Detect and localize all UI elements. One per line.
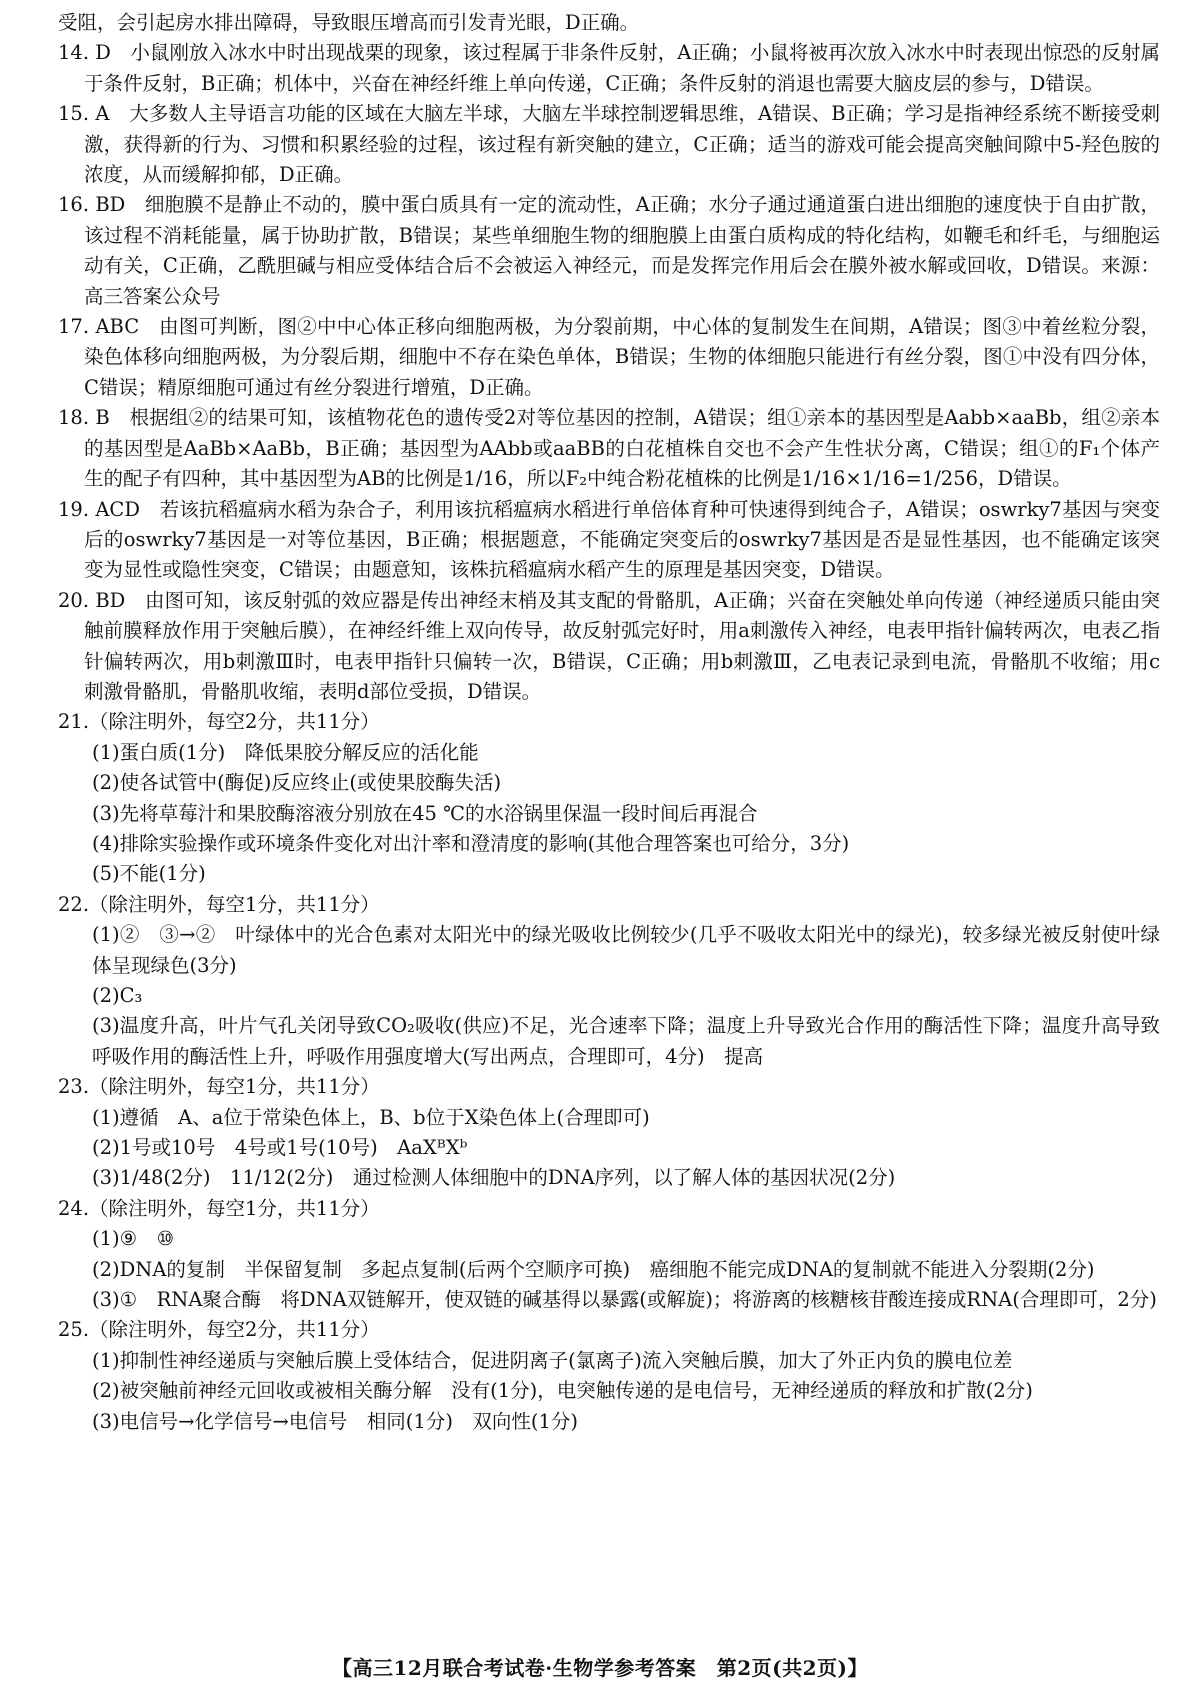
answer-content [58,8,1160,1437]
answer-paragraph: 17. ABC 由图可判断，图②中中心体正移向细胞两极，为分裂前期，中心体的复制发生在间期，A错误；图③中着丝粒分裂，染色体移向细胞两极，为分裂后期，细胞中不存在染色单体，B错误；生物的体细胞只能进行有丝分裂，图①中没有四分体，C错误；精原细胞可通过有丝分裂进行增殖，D正确。 [58,315,1160,399]
answer-sub-line: (2)使各试管中(酶促)反应终止(或使果胶酶失活) [92,771,502,795]
answer-paragraph: 15. A 大多数人主导语言功能的区域在大脑左半球，大脑左半球控制逻辑思维，A错误、B正确；学习是指神经系统不断接受刺激，获得新的行为、习惯和积累经验的过程，该过程有新突触的建立，C正确；适当的游戏可能会提高突触间隙中5-羟色胺的浓度，从而缓解抑郁，D正确。 [58,102,1160,187]
answer-sub-line: (3)1/48(2分) 11/12(2分) 通过检测人体细胞中的DNA序列，以了解人体的基因状况(2分) [92,1166,896,1190]
answer-paragraph: 24.（除注明外，每空1分，共11分） [58,1196,380,1220]
answer-sub-line: (2)被突触前神经元回收或被相关酶分解 没有(1分)，电突触传递的是电信号，无神经递质的释放和扩散(2分) [92,1379,1033,1403]
answer-paragraph: 20. BD 由图可知，该反射弧的效应器是传出神经末梢及其支配的骨骼肌，A正确；兴奋在突触处单向传递（神经递质只能由突触前膜释放作用于突触后膜），在神经纤维上双向传导，故反射弧完好时，用a刺激传入神经，电表甲指针偏转两次，电表乙指针偏转两次，用b刺激Ⅲ时，电表甲指针只偏转一次，B错误，C正确；用b刺激Ⅲ，乙电表记录到电流，骨骼肌不收缩；用c刺激骨骼肌，骨骼肌收缩，表明d部位受损，D错误。 [58,588,1160,703]
answer-paragraph: 受阻，会引起房水排出障碍，导致眼压增高而引发青光眼，D正确。 [58,11,640,34]
answer-paragraph: 22.（除注明外，每空1分，共11分） [58,892,380,916]
answer-paragraph: 25.（除注明外，每空2分，共11分） [58,1318,380,1342]
answer-sub-line: (1)⑨ ⑩ [92,1227,175,1251]
answer-sub-line: (2)1号或10号 4号或1号(10号) AaXᴮXᵇ [92,1136,468,1160]
answer-paragraph: 14. D 小鼠刚放入冰水中时出现战栗的现象，该过程属于非条件反射，A正确；小鼠将被再次放入冰水中时表现出惊恐的反射属于条件反射，B正确；机体中，兴奋在神经纤维上单向传递，C正确；条件反射的消退也需要大脑皮层的参与，D错误。 [58,41,1160,95]
answer-sub-line: (1)② ③→② 叶绿体中的光合色素对太阳光中的绿光吸收比例较少(几乎不吸收太阳光中的绿光)，较多绿光被反射使叶绿体呈现绿色(3分) [92,923,1160,977]
answer-sub-line: (2)DNA的复制 半保留复制 多起点复制(后两个空顺序可换) 癌细胞不能完成DNA的复制就不能进入分裂期(2分) [92,1257,1095,1281]
answer-sub-line: (3)先将草莓汁和果胶酶溶液分别放在45 ℃的水浴锅里保温一段时间后再混合 [92,801,758,825]
answer-sub-line: (1)蛋白质(1分) 降低果胶分解反应的活化能 [92,740,479,764]
answer-sub-line: (1)抑制性神经递质与突触后膜上受体结合，促进阴离子(氯离子)流入突触后膜，加大了外正内负的膜电位差 [92,1348,1013,1372]
answer-sub-line: (4)排除实验操作或环境条件变化对出汁率和澄清度的影响(其他合理答案也可给分，3分) [92,831,850,855]
answer-paragraph: 18. B 根据组②的结果可知，该植物花色的遗传受2对等位基因的控制，A错误；组①亲本的基因型是Aabb×aaBb，组②亲本的基因型是AaBb×AaBb，B正确；基因型为AAbb或aaBB的白花植株自交也不会产生性状分离，C错误；组①的F₁个体产生的配子有四种，其中基因型为AB的比例是1/16，所以F₂中纯合粉花植株的比例是1/16×1/16=1/256，D错误。 [58,406,1160,491]
answer-paragraph: 16. BD 细胞膜不是静止不动的，膜中蛋白质具有一定的流动性，A正确；水分子通过通道蛋白进出细胞的速度快于自由扩散，该过程不消耗能量，属于协助扩散，B错误；某些单细胞生物的细胞膜上由蛋白质构成的特化结构，如鞭毛和纤毛，与细胞运动有关，C正确，乙酰胆碱与相应受体结合后不会被运入神经元，而是发挥完作用后会在膜外被水解或回收，D错误。来源：高三答案公众号 [58,193,1160,308]
answer-sub-line: (3)温度升高，叶片气孔关闭导致CO₂吸收(供应)不足，光合速率下降；温度上升导致光合作用的酶活性下降；温度升高导致呼吸作用的酶活性上升，呼吸作用强度增大(写出两点，合理即可，4分) 提高 [92,1014,1160,1068]
answer-sub-line: (5)不能(1分) [92,862,206,886]
answer-sub-line: (2)C₃ [92,984,143,1007]
answer-paragraph: 23.（除注明外，每空1分，共11分） [58,1075,380,1099]
answer-paragraph: 21.（除注明外，每空2分，共11分） [58,710,380,734]
answer-sub-line: (1)遵循 A、a位于常染色体上，B、b位于X染色体上(合理即可) [92,1105,650,1129]
page-footer: 【高三12月联合考试卷·生物学参考答案 第2页(共2页)】 [331,1656,869,1680]
answer-sub-line: (3)电信号→化学信号→电信号 相同(1分) 双向性(1分) [92,1409,579,1433]
answer-sub-line: (3)① RNA聚合酶 将DNA双链解开，使双链的碱基得以暴露(或解旋)；将游离的核糖核苷酸连接成RNA(合理即可，2分) [92,1288,1157,1312]
answer-paragraph: 19. ACD 若该抗稻瘟病水稻为杂合子，利用该抗稻瘟病水稻进行单倍体育种可快速得到纯合子，A错误；oswrky7基因与突变后的oswrky7基因是一对等位基因，B正确；根据题意，不能确定突变后的oswrky7基因是否是显性基因，也不能确定该突变为显性或隐性突变，C错误；由题意知，该株抗稻瘟病水稻产生的原理是基因突变，D错误。 [58,497,1160,582]
